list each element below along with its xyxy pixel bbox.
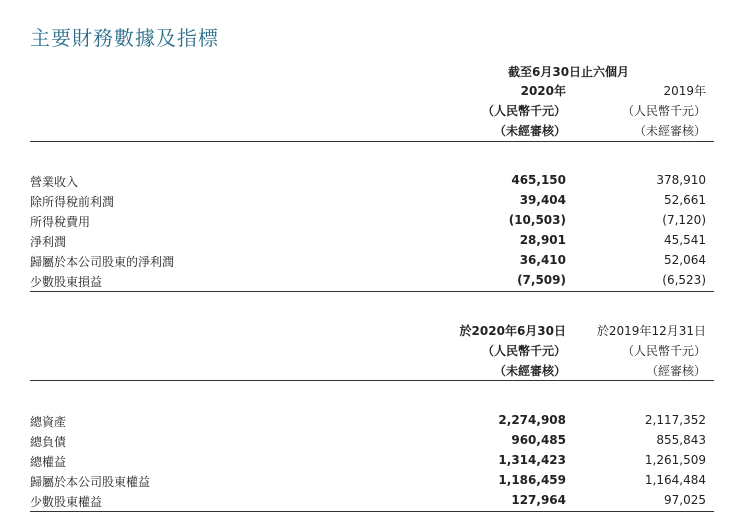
row-label: 除所得稅前利潤 [30,195,115,209]
row-label: 總權益 [30,455,67,469]
value-2020: 1,186,459 [498,473,566,487]
col2-date: 於2019年12月31日 [596,324,706,338]
value-2020: 1,314,423 [498,453,566,467]
table-row [30,193,714,213]
value-2020: 2,274,908 [498,413,566,427]
col2-unit: （人民幣千元） [621,104,706,118]
value-2019: (7,120) [662,213,706,227]
value-2019: 97,025 [664,493,706,507]
col1-date: 於2020年6月30日 [459,324,566,338]
row-label: 總負債 [30,435,67,449]
table-row [30,453,714,473]
section2-bottom-rule [30,511,714,512]
col1-unit: （人民幣千元） [481,344,566,358]
col1-unit: （人民幣千元） [481,104,566,118]
col2-year: 2019年 [663,84,706,98]
table-row [30,173,714,193]
table-row [30,233,714,253]
table-row [30,473,714,493]
value-2020: 28,901 [519,233,566,247]
table-row [30,493,714,513]
value-2019: 52,661 [664,193,706,207]
table-row [30,213,714,233]
row-label: 少數股東權益 [30,495,103,509]
section1-bottom-rule [30,291,714,292]
value-2019: 1,164,484 [644,473,706,487]
value-2020: 39,404 [519,193,566,207]
value-2019: 52,064 [664,253,706,267]
page-title: 主要財務數據及指標 [30,26,219,50]
row-label: 總資產 [30,415,67,429]
value-2019: 855,843 [656,433,706,447]
period-header: 截至6月30日止六個月 [508,65,630,79]
value-2020: 960,485 [511,433,566,447]
value-2019: 1,261,509 [644,453,706,467]
table-row [30,433,714,453]
row-label: 淨利潤 [30,235,67,249]
value-2020: 36,410 [519,253,566,267]
table-row [30,413,714,433]
row-label: 營業收入 [30,175,79,189]
value-2020: 465,150 [511,173,566,187]
value-2019: 2,117,352 [644,413,706,427]
value-2020: 127,964 [511,493,566,507]
col1-note: （未經審核） [493,124,566,138]
row-label: 少數股東損益 [30,275,103,289]
col2-note: （未經審核） [633,124,706,138]
col1-year: 2020年 [520,84,566,98]
row-label: 歸屬於本公司股東的淨利潤 [30,255,175,269]
col2-unit: （人民幣千元） [621,344,706,358]
row-label: 所得稅費用 [30,215,91,229]
value-2019: 45,541 [664,233,706,247]
col2-note: （經審核） [645,364,706,378]
value-2019: (6,523) [662,273,706,287]
header-rule [30,141,714,142]
value-2019: 378,910 [656,173,706,187]
header-rule [30,380,714,381]
value-2020: (7,509) [517,273,566,287]
row-label: 歸屬於本公司股東權益 [30,475,151,489]
col1-note: （未經審核） [493,364,566,378]
table-row [30,273,714,293]
table-row [30,253,714,273]
value-2020: (10,503) [508,213,566,227]
